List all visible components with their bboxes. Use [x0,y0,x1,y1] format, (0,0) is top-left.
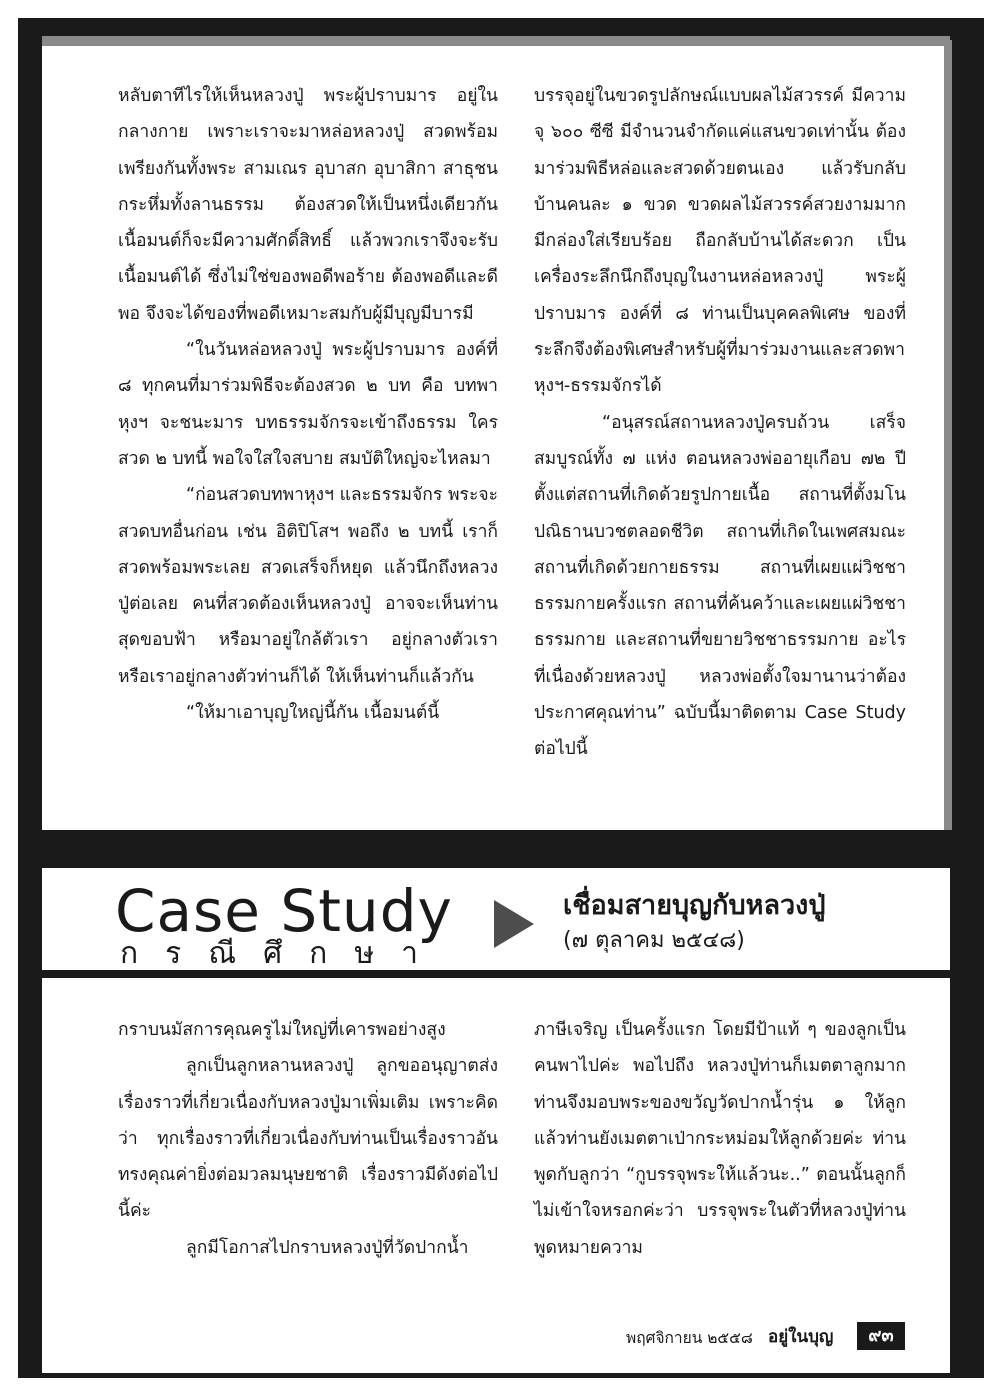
paragraph: หลับตาทีไรให้เห็นหลวงปู่ พระผู้ปราบมาร อยู่ในกลางกาย เพราะเราจะมาหล่อหลวงปู่ สวดพร้อมเพรียงกันทั้งพระ สามเณร อุบาสก อุบาสิกา สาธุชน กระหึ่มทั้งลานธรรม ต้องสวดให้เป็นหนึ่งเดียวกัน เนื้อมนต์ก็จะมีความศักดิ์สิทธิ์ แล้วพวกเราจึงจะรับเนื้อมนต์ได้ ซึ่งไม่ใช่ของพอดีพอร้าย ต้องพอดีและดีพอ จึงจะได้ของที่พอดีเหมาะสมกับผู้มีบุญมีบารมี [118,86,498,324]
section-divider-band [18,830,984,870]
top-right-column [534,78,906,768]
bottom-right-column [534,1012,906,1266]
play-triangle-icon [494,900,534,952]
footer-issue-date: พฤศจิกายน ๒๕๕๘ [626,1329,753,1347]
paragraph: “อนุสรณ์สถานหลวงปู่ครบถ้วน เสร็จสมบูรณ์ทั้ง ๗ แห่ง ตอนหลวงพ่ออายุเกือบ ๗๒ ปี ตั้งแต่สถานที่เกิดด้วยรูปกายเนื้อ สถานที่ตั้งมโนปณิธานบวชตลอดชีวิต สถานที่เกิดในเพศสมณะ สถานที่เกิดด้วยกายธรรม สถานที่เผยแผ่วิชชาธรรมกายครั้งแรก สถานที่ค้นคว้าและเผยแผ่วิชชาธรรมกาย และสถานที่ขยายวิชชาธรรมกาย อะไรที่เนื่องด้วยหลวงปู่ หลวงพ่อตั้งใจมานานว่าต้องประกาศคุณท่าน” ฉบับนี้มาติดตาม Case Study ต่อไปนี้ [534,412,906,760]
top-left-column [118,78,498,731]
footer-magazine-name: อยู่ในบุญ [768,1327,834,1347]
paragraph: “ก่อนสวดบทพาหุงฯ และธรรมจักร พระจะสวดบทอื่นก่อน เช่น อิติปิโสฯ พอถึง ๒ บทนี้ เราก็สวดพร้อมพระเลย สวดเสร็จก็หยุด แล้วนึกถึงหลวงปู่ต่อเลย คนที่สวดต้องเห็นหลวงปู่ อาจจะเห็นท่านสุดขอบฟ้า หรือมาอยู่ใกล้ตัวเรา อยู่กลางตัวเรา หรือเราอยู่กลางตัวท่านก็ได้ ให้เห็นท่านก็แล้วกัน [118,485,498,687]
section-date: (๗ ตุลาคม ๒๕๔๘) [563,928,745,953]
page-frame-top-accent [42,36,950,46]
page-frame-left [18,18,42,1378]
paragraph: บรรจุอยู่ในขวดรูปลักษณ์แบบผลไม้สวรรค์ มีความจุ ๖๐๐ ซีซี มีจำนวนจำกัดแค่แสนขวดเท่านั้น ต้องมาร่วมพิธีหล่อและสวดด้วยตนเอง แล้วรับกลับบ้านคนละ ๑ ขวด ขวดผลไม้สวรรค์สวยงามมาก มีกล่องใส่เรียบร้อย ถือกลับบ้านได้สะดวก เป็นเครื่องระลึกนึกถึงบุญในงานหล่อหลวงปู่ พระผู้ปราบมาร องค์ที่ ๘ ท่านเป็นบุคคลพิเศษ ของที่ระลึกจึงต้องพิเศษสำหรับผู้ที่มาร่วมงานและสวดพาหุงฯ-ธรรมจักรได้ [534,86,906,397]
page-frame-right-accent [944,40,952,870]
paragraph: ลูกเป็นลูกหลานหลวงปู่ ลูกขออนุญาตส่งเรื่องราวที่เกี่ยวเนื่องกับหลวงปู่มาเพิ่มเติม เพราะคิดว่า ทุกเรื่องราวที่เกี่ยวเนื่องกับท่านเป็นเรื่องราวอันทรงคุณค่ายิ่งต่อมวลมนุษยชาติ เรื่องราวมีดังต่อไปนี้ค่ะ [118,1056,498,1222]
bottom-left-column [118,1012,498,1266]
paragraph: ลูกมีโอกาสไปกราบหลวงปู่ที่วัดปากน้ำ [186,1237,469,1258]
paragraph: ภาษีเจริญ เป็นครั้งแรก โดยมีป้าแท้ ๆ ของลูกเป็นคนพาไปค่ะ พอไปถึง หลวงปู่ท่านก็เมตตาลูกมาก ท่านจึงมอบพระของขวัญวัดปากน้ำรุ่น ๑ ให้ลูก แล้วท่านยังเมตตาเป่ากระหม่อมให้ลูกด้วยค่ะ ท่านพูดกับลูกว่า “กูบรรจุพระให้แล้วนะ..” ตอนนั้นลูกก็ไม่เข้าใจหรอกค่ะว่า บรรจุพระในตัวที่หลวงปู่ท่านพูดหมายความ [534,1020,906,1258]
paragraph: “ในวันหล่อหลวงปู่ พระผู้ปราบมาร องค์ที่ ๘ ทุกคนที่มาร่วมพิธีจะต้องสวด ๒ บท คือ บทพาหุงฯ จะชนะมาร บทธรรมจักรจะเข้าถึงธรรม ใครสวด ๒ บทนี้ พอใจใสใจสบาย สมบัติใหญ่จะไหลมา [118,340,498,469]
page-frame-right [950,18,984,1378]
case-study-subtitle: กรณีศึกษา [120,936,445,971]
paragraph: “ให้มาเอาบุญใหญ่นี้กัน เนื้อมนต์นี้ [186,703,440,724]
paragraph: กราบนมัสการคุณครูไม่ใหญ่ที่เคารพอย่างสูง [118,1020,446,1040]
case-study-title: Case Study [115,877,453,945]
section-title: เชื่อมสายบุญกับหลวงปู่ [563,890,826,921]
page-number: ๙๓ [857,1322,905,1350]
